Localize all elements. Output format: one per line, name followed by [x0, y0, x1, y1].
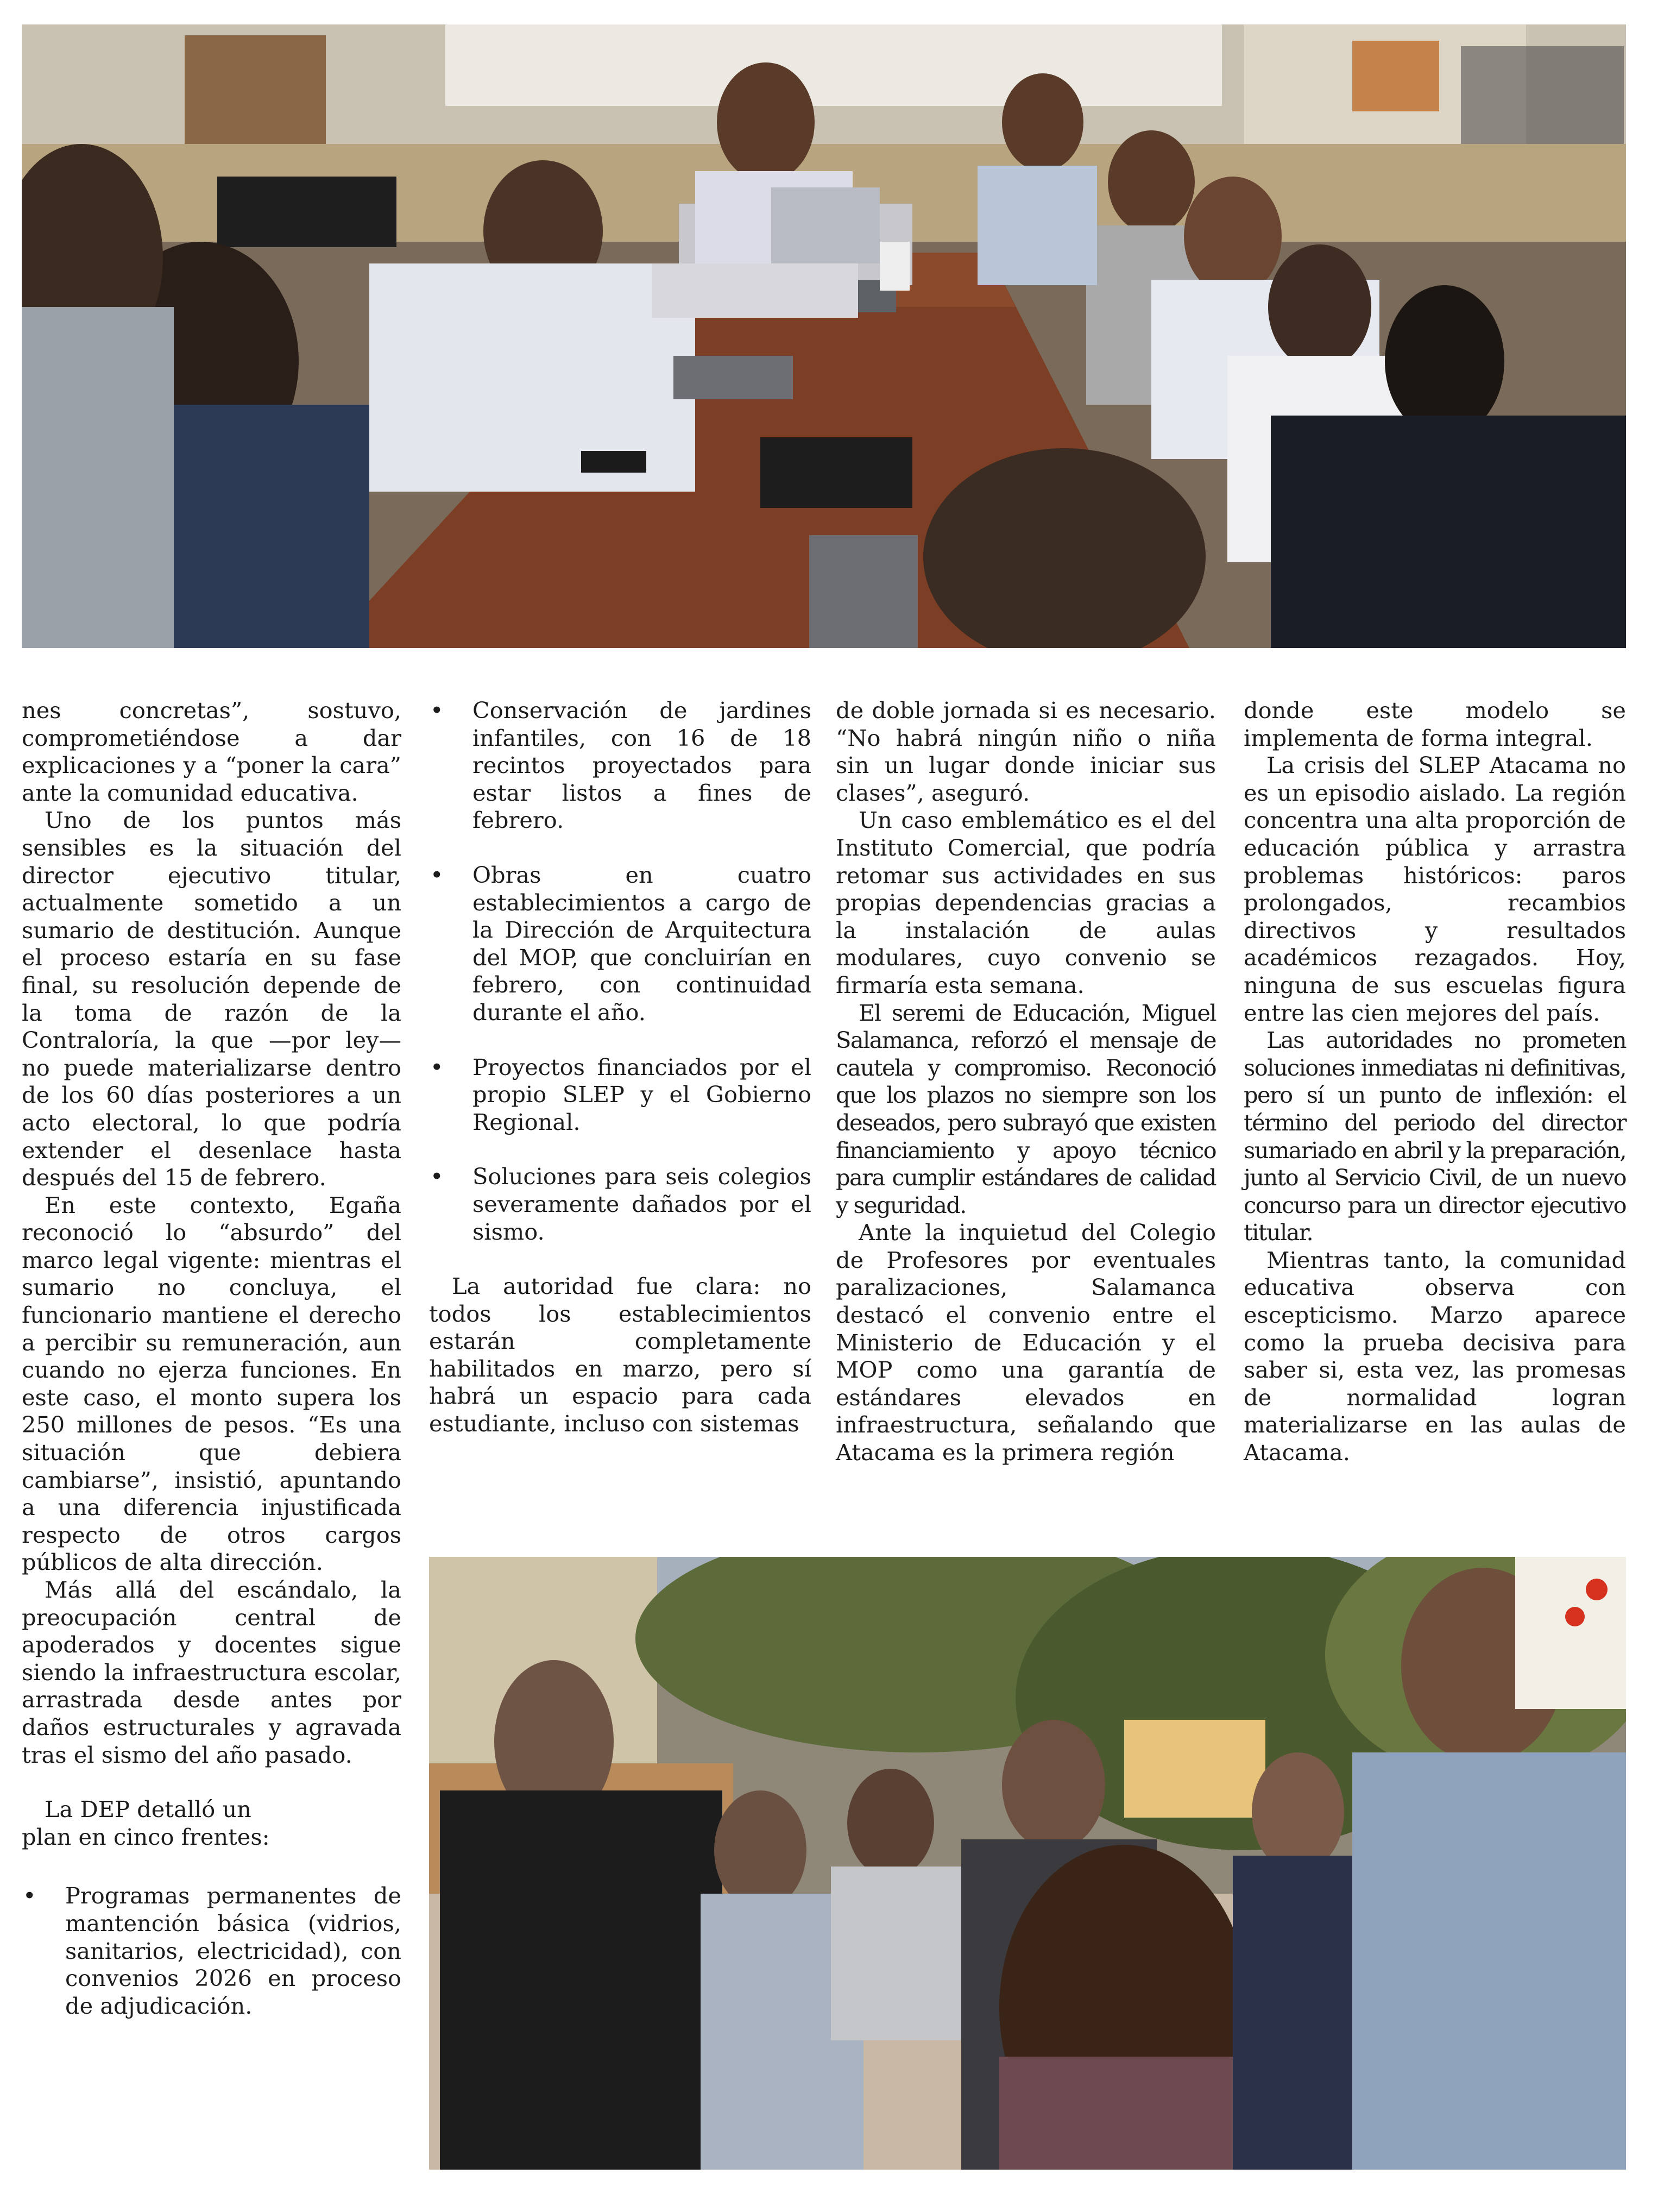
press-photo — [429, 1557, 1626, 2170]
plan-intro: La DEP detalló un plan en cinco frentes: — [22, 1796, 270, 1850]
paragraph: El seremi de Educación, Miguel Salamanca, reforzó el mensaje de cautela y compromiso. Reconoció que los plazos no siempre son los deseados, pero subrayó que existen financiamiento y apoyo técnico para cumplir estándares de calidad y seguridad. — [836, 999, 1216, 1218]
list-item: • Conservación de jardines infantiles, con 16 de 18 recintos proyectados para estar listos a fines de febrero. — [429, 697, 811, 834]
paragraph-continuation: donde este modelo se implementa de forma integral. — [1244, 697, 1626, 751]
paragraph: Ante la inquietud del Colegio de Profesores por eventuales paralizaciones, Salamanca destacó el convenio entre el Ministerio de Educación y el MOP como una garantía de estándares elevados en infraestructura, señalando que Atacama es la primera región — [836, 1219, 1216, 1466]
list-item: • Programas permanentes de mantención básica (vidrios, sanitarios, electricidad), con convenios 2026 en proceso de adjudicación. — [22, 1882, 401, 2020]
plan-list-continued — [429, 697, 811, 1246]
list-item: • Obras en cuatro establecimientos a cargo de la Dirección de Arquitectura del MOP, que concluirían en febrero, con continuidad durante el año. — [429, 862, 811, 1027]
list-item: • Proyectos financiados por el propio SLEP y el Gobierno Regional. — [429, 1054, 811, 1136]
meeting-illustration — [22, 24, 1626, 648]
paragraph: Más allá del escándalo, la preocupación central de apoderados y docentes sigue siendo la infraestructura escolar, arrastrada desde antes por daños estructurales y agravada tras el sismo del año pasado. — [22, 1576, 401, 1768]
plan-list — [22, 1882, 401, 2020]
paragraph-continuation: de doble jornada si es necesario. “No habrá ningún niño o niña sin un lugar donde iniciar sus clases”, aseguró. — [836, 697, 1216, 806]
column-3 — [836, 697, 1216, 1467]
paragraph: Uno de los puntos más sensibles es la situación del director ejecutivo titular, actualmente sometido a un sumario de destitución. Aunque el proceso estaría en su fase final, su resolución depende de la toma de razón de la Contraloría, la que —por ley— no puede materializarse dentro de los 60 días posteriores a un acto electoral, lo que podría extender el desenlace hasta después del 15 de febrero. — [22, 807, 401, 1191]
column-1 — [22, 697, 401, 2020]
press-illustration — [429, 1557, 1626, 2170]
paragraph: Un caso emblemático es el del Instituto Comercial, que podría retomar sus actividades en sus propias dependencias gracias a la instalación de aulas modulares, cuyo convenio se firmaría esta semana. — [836, 807, 1216, 998]
paragraph: Mientras tanto, la comunidad educativa observa con escepticismo. Marzo aparece como la prueba decisiva para saber si, esta vez, las promesas de normalidad logran materializarse en las aulas de Atacama. — [1244, 1246, 1626, 1466]
column-4 — [1244, 697, 1626, 1467]
paragraph: La autoridad fue clara: no todos los establecimientos estarán completamente habilitados en marzo, pero sí habrá un espacio para cada estudiante, incluso con sistemas — [429, 1273, 811, 1437]
paragraph: Las autoridades no prometen soluciones inmediatas ni definitivas, pero sí un punto de inflexión: el término del periodo del director sumariado en abril y la preparación, junto al Servicio Civil, de un nuevo concurso para un director ejecutivo titular. — [1244, 1027, 1626, 1246]
meeting-photo — [22, 24, 1626, 648]
paragraph-continuation: nes concretas”, sostuvo, comprometiéndose a dar explicaciones y a “poner la cara” ante la comunidad educativa. — [22, 697, 401, 806]
column-2 — [429, 697, 811, 1438]
paragraph: En este contexto, Egaña reconoció lo “absurdo” del marco legal vigente: mientras el sumario no concluya, el funcionario mantiene el derecho a percibir su remuneración, aun cuando no ejerza funciones. En este caso, el monto supera los 250 millones de pesos. “Es una situación que debiera cambiarse”, insistió, apuntando a una diferencia injustificada respecto de otros cargos públicos de alta dirección. — [22, 1191, 401, 1576]
list-item: • Soluciones para seis colegios severamente dañados por el sismo. — [429, 1163, 811, 1246]
paragraph: La crisis del SLEP Atacama no es un episodio aislado. La región concentra una alta proporción de educación pública y arrastra problemas históricos: paros prolongados, recambios directivos y resultados académicos rezagados. Hoy, ninguna de sus escuelas figura entre las cien mejores del país. — [1244, 752, 1626, 1026]
